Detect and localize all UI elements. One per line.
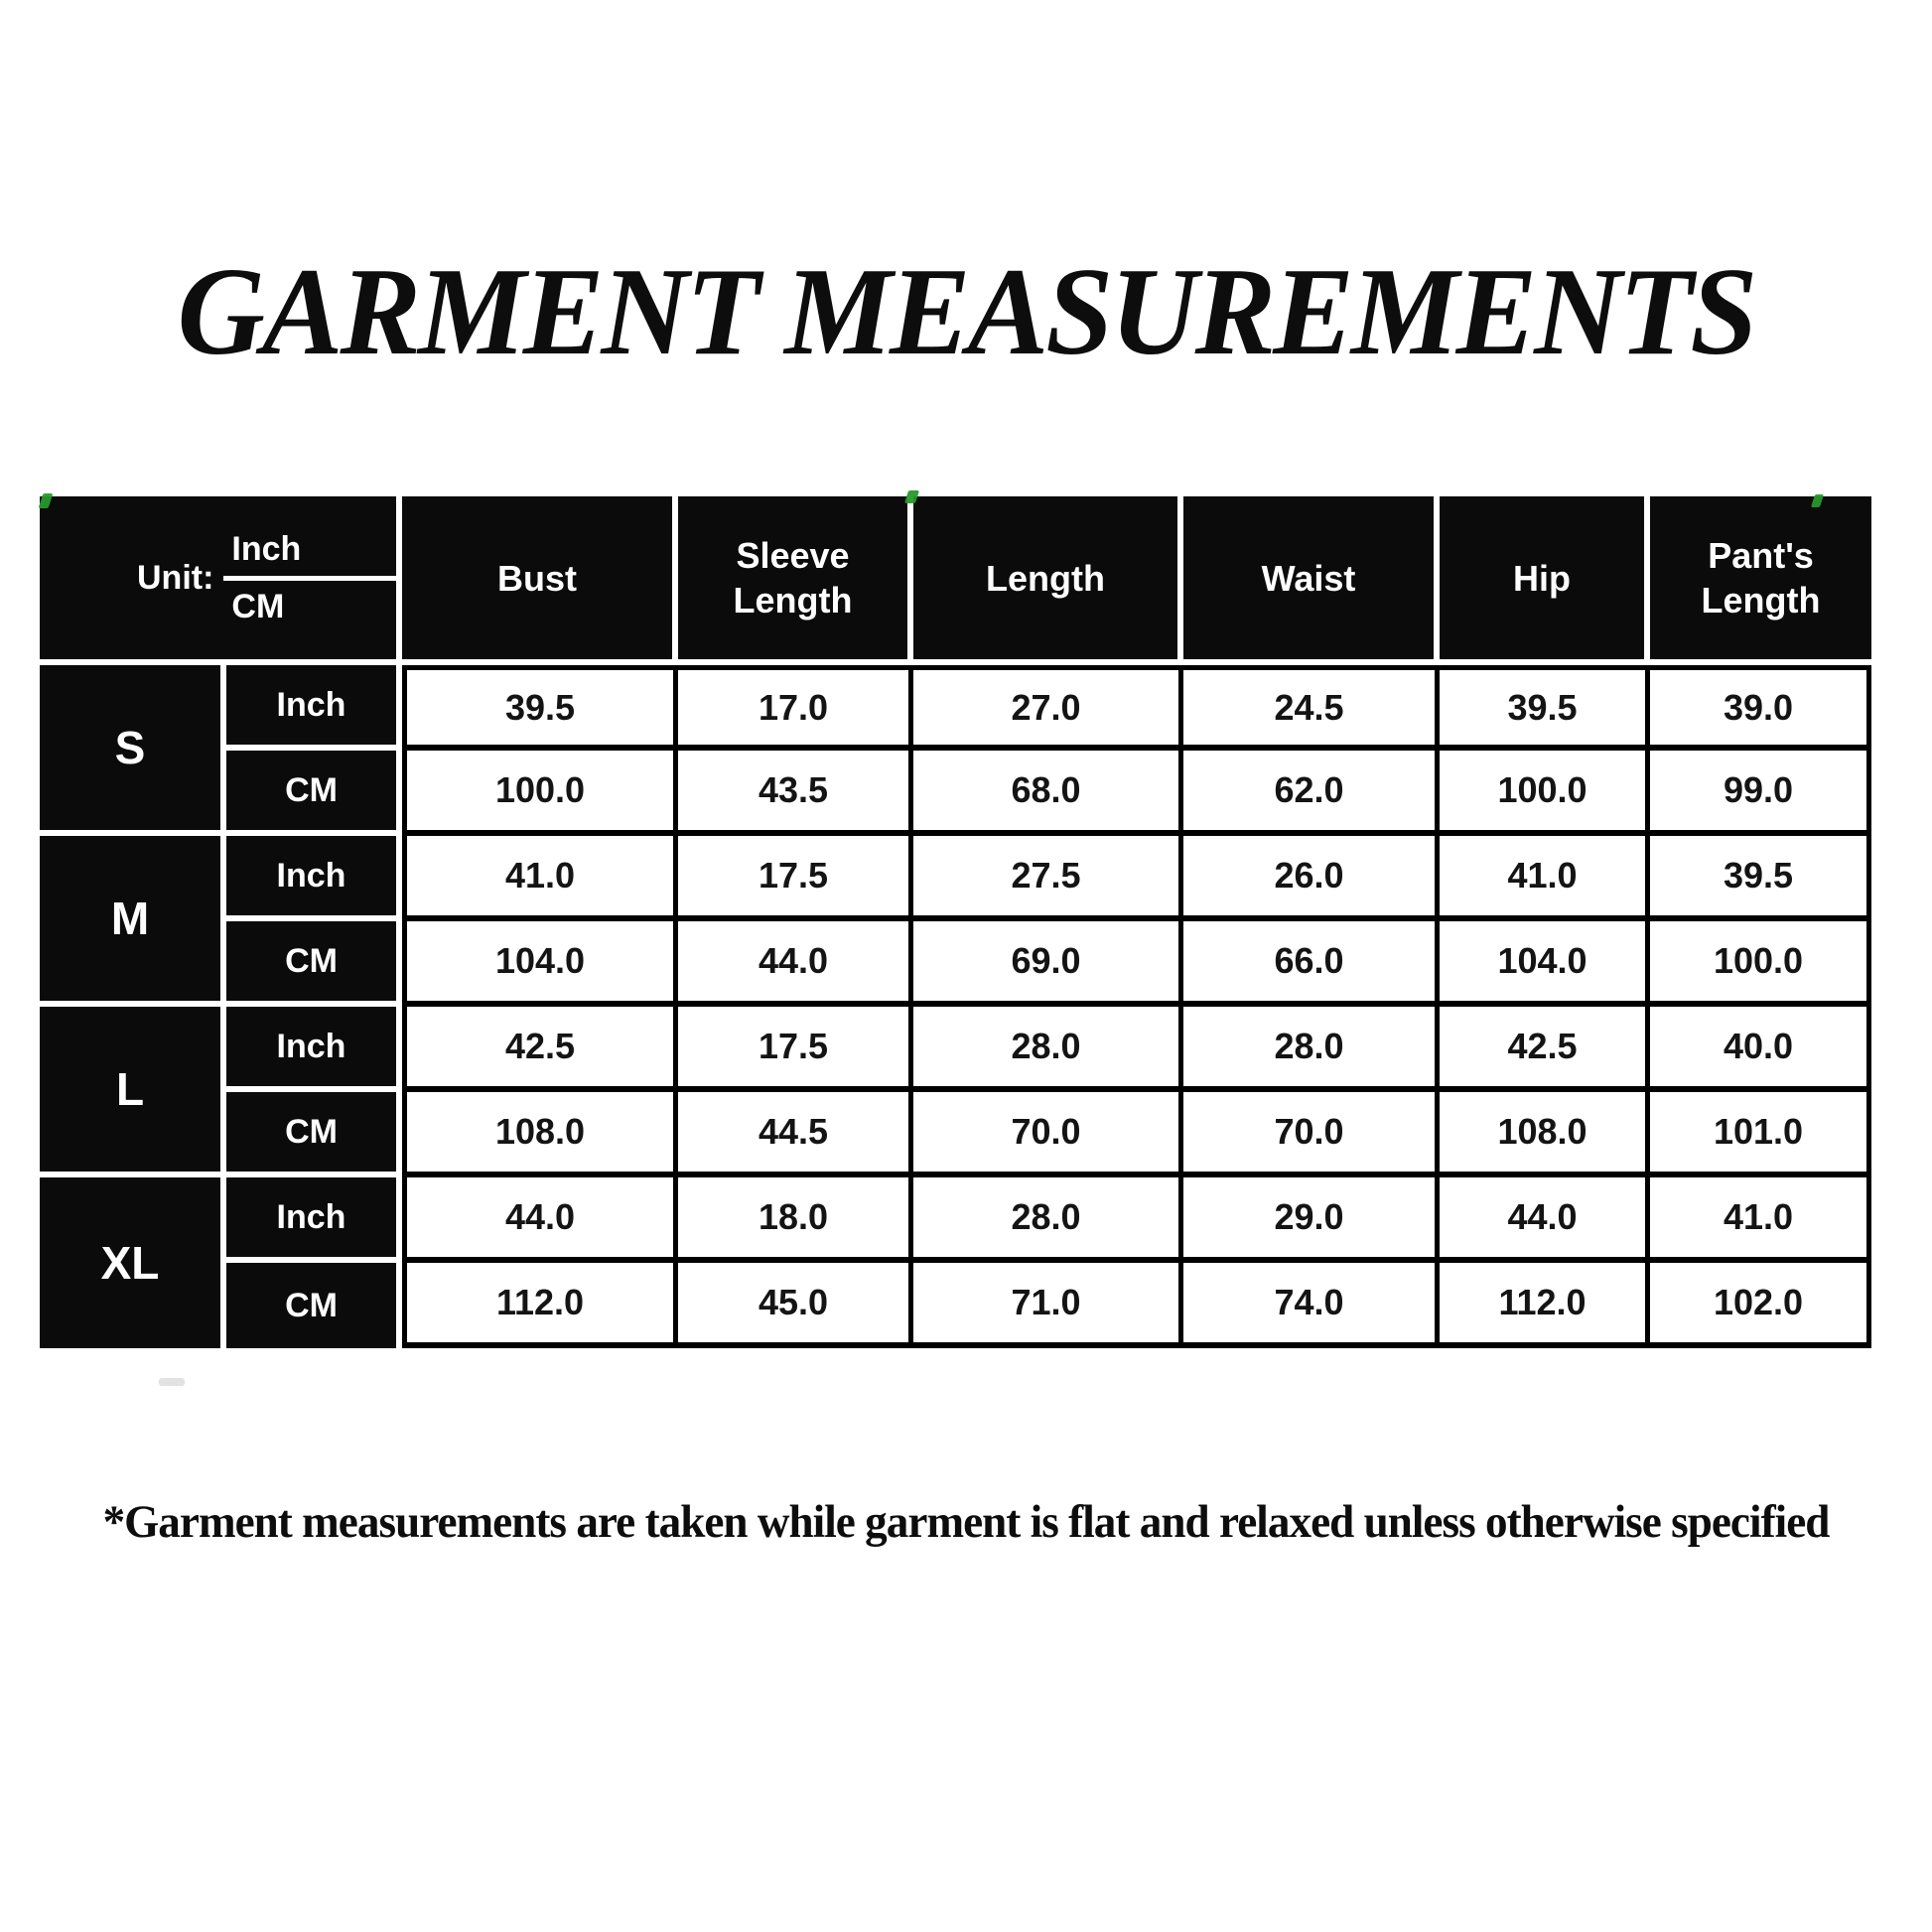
size-label-l: L (40, 1007, 226, 1177)
measurement-cell: 101.0 (1650, 1092, 1871, 1177)
measurement-cell: 43.5 (678, 751, 913, 836)
measurement-cell: 104.0 (1440, 921, 1650, 1007)
table-row (40, 1263, 1871, 1348)
row-unit-label: Inch (226, 836, 402, 921)
row-unit-label: Inch (226, 1007, 402, 1092)
row-unit-label: CM (226, 1263, 402, 1348)
page-title: GARMENT MEASUREMENTS (177, 243, 1755, 381)
measurement-cell: 66.0 (1183, 921, 1440, 1007)
unit-header-cell (40, 496, 402, 665)
measurement-cell: 29.0 (1183, 1177, 1440, 1263)
measurement-cell: 40.0 (1650, 1007, 1871, 1092)
measurement-cell: 102.0 (1650, 1263, 1871, 1348)
unit-fraction (223, 530, 396, 626)
table-row (40, 751, 1871, 836)
measurement-cell: 42.5 (1440, 1007, 1650, 1092)
measurement-cell: 70.0 (913, 1092, 1183, 1177)
table-row (40, 836, 1871, 921)
row-unit-label: Inch (226, 665, 402, 751)
table-row (40, 1007, 1871, 1092)
measurement-cell: 39.5 (1650, 836, 1871, 921)
measurement-cell: 17.5 (678, 1007, 913, 1092)
measurement-cell: 18.0 (678, 1177, 913, 1263)
size-label-m: M (40, 836, 226, 1007)
row-unit-label: CM (226, 751, 402, 836)
measurement-cell: 69.0 (913, 921, 1183, 1007)
measurement-cell: 28.0 (913, 1007, 1183, 1092)
measurement-cell: 39.0 (1650, 665, 1871, 751)
measurement-cell: 24.5 (1183, 665, 1440, 751)
table-row (40, 921, 1871, 1007)
size-label-s: S (40, 665, 226, 836)
unit-selector (40, 530, 396, 626)
unit-option-inch: Inch (223, 530, 396, 581)
measurement-cell: 41.0 (1650, 1177, 1871, 1263)
column-header-hip: Hip (1440, 496, 1650, 665)
measurement-cell: 45.0 (678, 1263, 913, 1348)
column-header-waist: Waist (1183, 496, 1440, 665)
column-header-sleeve-length: Sleeve Length (678, 496, 913, 665)
table-row (40, 665, 1871, 751)
row-unit-label: CM (226, 1092, 402, 1177)
measurement-cell: 104.0 (402, 921, 678, 1007)
measurement-cell: 62.0 (1183, 751, 1440, 836)
measurement-table (40, 496, 1871, 1348)
unit-label: Unit: (137, 558, 214, 597)
measurement-cell: 100.0 (402, 751, 678, 836)
measurement-cell: 39.5 (1440, 665, 1650, 751)
measurement-cell: 108.0 (402, 1092, 678, 1177)
measurement-cell: 28.0 (1183, 1007, 1440, 1092)
measurement-cell: 27.5 (913, 836, 1183, 921)
measurement-cell: 44.0 (1440, 1177, 1650, 1263)
measurement-cell: 99.0 (1650, 751, 1871, 836)
row-unit-label: Inch (226, 1177, 402, 1263)
measurement-cell: 100.0 (1650, 921, 1871, 1007)
measurement-cell: 41.0 (402, 836, 678, 921)
measurement-cell: 68.0 (913, 751, 1183, 836)
measurement-cell: 44.0 (402, 1177, 678, 1263)
measurement-cell: 44.5 (678, 1092, 913, 1177)
measurement-cell: 28.0 (913, 1177, 1183, 1263)
table-row (40, 1092, 1871, 1177)
measurement-cell: 17.0 (678, 665, 913, 751)
measurement-cell: 71.0 (913, 1263, 1183, 1348)
measurement-cell: 39.5 (402, 665, 678, 751)
measurement-cell: 42.5 (402, 1007, 678, 1092)
column-header-bust: Bust (402, 496, 678, 665)
table-header-row (40, 496, 1871, 665)
column-header-length: Length (913, 496, 1183, 665)
size-label-xl: XL (40, 1177, 226, 1348)
measurement-cell: 100.0 (1440, 751, 1650, 836)
measurement-cell: 112.0 (1440, 1263, 1650, 1348)
measurement-disclaimer: *Garment measurements are taken while garment is flat and relaxed unless otherwise specified (102, 1496, 1830, 1548)
row-unit-label: CM (226, 921, 402, 1007)
column-header-pants-length: Pant's Length (1650, 496, 1871, 665)
measurement-cell: 17.5 (678, 836, 913, 921)
measurement-cell: 70.0 (1183, 1092, 1440, 1177)
table-row (40, 1177, 1871, 1263)
measurement-cell: 74.0 (1183, 1263, 1440, 1348)
unit-option-cm: CM (231, 587, 285, 625)
measurement-cell: 112.0 (402, 1263, 678, 1348)
measurement-cell: 41.0 (1440, 836, 1650, 921)
measurement-cell: 108.0 (1440, 1092, 1650, 1177)
measurement-cell: 27.0 (913, 665, 1183, 751)
scan-artifact-gray (159, 1378, 185, 1386)
measurement-cell: 44.0 (678, 921, 913, 1007)
measurement-cell: 26.0 (1183, 836, 1440, 921)
size-table (40, 496, 1871, 1348)
